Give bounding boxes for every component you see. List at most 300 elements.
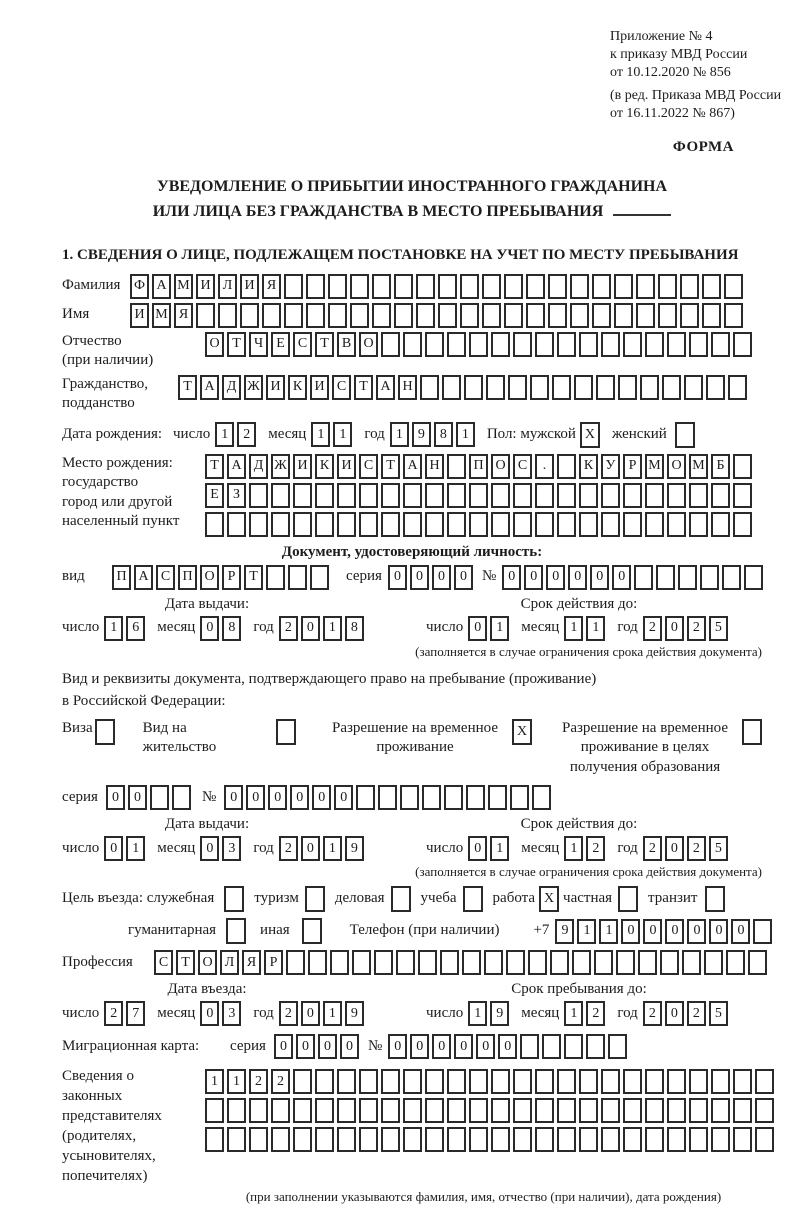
char-cell[interactable] [667, 1127, 686, 1152]
char-cell[interactable] [548, 303, 567, 328]
char-cell[interactable] [447, 332, 466, 357]
char-cell[interactable]: П [469, 454, 488, 479]
char-cell[interactable] [484, 950, 503, 975]
res-issue-day-input[interactable] [104, 836, 148, 861]
birthplace-input-line1[interactable] [205, 454, 755, 479]
char-cell[interactable] [535, 1127, 554, 1152]
char-cell[interactable] [733, 1127, 752, 1152]
char-cell[interactable]: Р [623, 454, 642, 479]
char-cell[interactable] [403, 1127, 422, 1152]
birth-day-input[interactable] [215, 422, 259, 447]
char-cell[interactable] [608, 1034, 627, 1059]
char-cell[interactable] [667, 1069, 686, 1094]
char-cell[interactable]: Т [244, 565, 263, 590]
char-cell[interactable]: К [288, 375, 307, 400]
char-cell[interactable] [381, 1098, 400, 1123]
transit-checkbox[interactable] [705, 886, 725, 912]
char-cell[interactable]: 2 [586, 836, 605, 861]
char-cell[interactable]: О [491, 454, 510, 479]
char-cell[interactable] [570, 274, 589, 299]
char-cell[interactable]: 1 [323, 1001, 342, 1026]
char-cell[interactable] [535, 1098, 554, 1123]
char-cell[interactable]: 0 [340, 1034, 359, 1059]
char-cell[interactable] [271, 1098, 290, 1123]
char-cell[interactable] [284, 303, 303, 328]
patronymic-input[interactable] [205, 332, 755, 357]
char-cell[interactable] [623, 483, 642, 508]
stay-year-input[interactable] [643, 1001, 731, 1026]
char-cell[interactable] [488, 785, 507, 810]
char-cell[interactable] [680, 274, 699, 299]
char-cell[interactable] [396, 950, 415, 975]
char-cell[interactable] [422, 785, 441, 810]
char-cell[interactable] [469, 1127, 488, 1152]
char-cell[interactable]: 2 [279, 836, 298, 861]
char-cell[interactable] [425, 1098, 444, 1123]
residence-permit-checkbox[interactable] [276, 719, 296, 745]
birth-year-input[interactable] [390, 422, 478, 447]
char-cell[interactable] [711, 1098, 730, 1123]
char-cell[interactable] [520, 1034, 539, 1059]
char-cell[interactable]: Ж [271, 454, 290, 479]
char-cell[interactable] [601, 332, 620, 357]
char-cell[interactable] [271, 1127, 290, 1152]
char-cell[interactable] [205, 1127, 224, 1152]
char-cell[interactable] [579, 512, 598, 537]
char-cell[interactable]: А [403, 454, 422, 479]
char-cell[interactable]: 2 [279, 1001, 298, 1026]
char-cell[interactable] [513, 1127, 532, 1152]
char-cell[interactable] [722, 565, 741, 590]
char-cell[interactable] [442, 375, 461, 400]
phone-input[interactable] [555, 919, 775, 944]
char-cell[interactable] [293, 1127, 312, 1152]
tourism-checkbox[interactable] [305, 886, 325, 912]
char-cell[interactable]: 5 [709, 836, 728, 861]
char-cell[interactable] [284, 274, 303, 299]
humanitarian-checkbox[interactable] [226, 918, 246, 944]
study-checkbox[interactable] [463, 886, 483, 912]
char-cell[interactable] [557, 1127, 576, 1152]
char-cell[interactable] [293, 512, 312, 537]
char-cell[interactable] [733, 1098, 752, 1123]
char-cell[interactable] [482, 303, 501, 328]
char-cell[interactable] [337, 1069, 356, 1094]
char-cell[interactable] [658, 274, 677, 299]
char-cell[interactable] [592, 303, 611, 328]
char-cell[interactable]: А [200, 375, 219, 400]
char-cell[interactable] [640, 375, 659, 400]
char-cell[interactable] [733, 332, 752, 357]
char-cell[interactable] [660, 950, 679, 975]
char-cell[interactable] [636, 303, 655, 328]
char-cell[interactable]: А [152, 274, 171, 299]
char-cell[interactable] [557, 512, 576, 537]
char-cell[interactable] [645, 1127, 664, 1152]
char-cell[interactable] [616, 950, 635, 975]
entry-year-input[interactable] [279, 1001, 367, 1026]
char-cell[interactable] [310, 565, 329, 590]
char-cell[interactable]: 2 [271, 1069, 290, 1094]
char-cell[interactable]: 0 [502, 565, 521, 590]
char-cell[interactable]: 0 [290, 785, 309, 810]
char-cell[interactable] [728, 375, 747, 400]
char-cell[interactable] [513, 1098, 532, 1123]
char-cell[interactable]: О [198, 950, 217, 975]
char-cell[interactable]: 1 [333, 422, 352, 447]
char-cell[interactable]: 0 [200, 1001, 219, 1026]
char-cell[interactable]: 1 [126, 836, 145, 861]
char-cell[interactable] [535, 1069, 554, 1094]
mig-series-input[interactable] [274, 1034, 362, 1059]
char-cell[interactable] [570, 303, 589, 328]
char-cell[interactable]: С [359, 454, 378, 479]
doc-valid-year-input[interactable] [643, 616, 731, 641]
char-cell[interactable]: 2 [249, 1069, 268, 1094]
char-cell[interactable] [447, 1069, 466, 1094]
char-cell[interactable] [542, 1034, 561, 1059]
char-cell[interactable] [403, 1098, 422, 1123]
char-cell[interactable] [711, 1127, 730, 1152]
char-cell[interactable]: 0 [546, 565, 565, 590]
char-cell[interactable]: 0 [643, 919, 662, 944]
char-cell[interactable] [337, 512, 356, 537]
char-cell[interactable]: Д [249, 454, 268, 479]
char-cell[interactable]: Ф [130, 274, 149, 299]
char-cell[interactable]: 2 [104, 1001, 123, 1026]
char-cell[interactable]: Т [354, 375, 373, 400]
char-cell[interactable] [535, 512, 554, 537]
char-cell[interactable] [535, 332, 554, 357]
char-cell[interactable] [506, 950, 525, 975]
char-cell[interactable] [755, 1127, 774, 1152]
char-cell[interactable] [733, 454, 752, 479]
char-cell[interactable] [592, 274, 611, 299]
char-cell[interactable]: Т [227, 332, 246, 357]
char-cell[interactable] [513, 483, 532, 508]
surname-input[interactable] [130, 274, 746, 299]
char-cell[interactable] [658, 303, 677, 328]
char-cell[interactable]: 1 [323, 836, 342, 861]
char-cell[interactable]: 1 [323, 616, 342, 641]
char-cell[interactable] [667, 483, 686, 508]
char-cell[interactable]: 8 [222, 616, 241, 641]
char-cell[interactable]: 9 [412, 422, 431, 447]
char-cell[interactable] [249, 1127, 268, 1152]
char-cell[interactable] [359, 483, 378, 508]
char-cell[interactable] [447, 483, 466, 508]
char-cell[interactable] [315, 1098, 334, 1123]
char-cell[interactable]: Я [262, 274, 281, 299]
stay-month-input[interactable] [564, 1001, 608, 1026]
char-cell[interactable] [689, 332, 708, 357]
char-cell[interactable] [315, 512, 334, 537]
char-cell[interactable] [572, 950, 591, 975]
char-cell[interactable] [689, 1069, 708, 1094]
char-cell[interactable]: 0 [665, 919, 684, 944]
char-cell[interactable]: М [152, 303, 171, 328]
char-cell[interactable] [753, 919, 772, 944]
birth-month-input[interactable] [311, 422, 355, 447]
char-cell[interactable]: У [601, 454, 620, 479]
char-cell[interactable] [579, 332, 598, 357]
char-cell[interactable] [469, 1069, 488, 1094]
representatives-input-line2[interactable] [205, 1098, 777, 1123]
birthplace-input-line3[interactable] [205, 512, 755, 537]
char-cell[interactable]: Т [381, 454, 400, 479]
doc-issue-day-input[interactable] [104, 616, 148, 641]
char-cell[interactable]: 1 [215, 422, 234, 447]
char-cell[interactable]: Я [174, 303, 193, 328]
char-cell[interactable]: А [227, 454, 246, 479]
char-cell[interactable] [491, 1069, 510, 1094]
char-cell[interactable]: 9 [345, 836, 364, 861]
char-cell[interactable] [447, 1127, 466, 1152]
char-cell[interactable] [614, 274, 633, 299]
char-cell[interactable]: 0 [476, 1034, 495, 1059]
char-cell[interactable] [425, 332, 444, 357]
char-cell[interactable]: И [130, 303, 149, 328]
char-cell[interactable] [684, 375, 703, 400]
char-cell[interactable] [733, 512, 752, 537]
char-cell[interactable] [548, 274, 567, 299]
char-cell[interactable]: 2 [643, 616, 662, 641]
char-cell[interactable] [337, 1127, 356, 1152]
char-cell[interactable] [638, 950, 657, 975]
char-cell[interactable] [352, 950, 371, 975]
char-cell[interactable]: 1 [456, 422, 475, 447]
char-cell[interactable]: 2 [643, 1001, 662, 1026]
char-cell[interactable]: Ч [249, 332, 268, 357]
char-cell[interactable]: 1 [490, 616, 509, 641]
char-cell[interactable]: 1 [227, 1069, 246, 1094]
char-cell[interactable] [744, 565, 763, 590]
char-cell[interactable]: О [200, 565, 219, 590]
char-cell[interactable] [271, 483, 290, 508]
char-cell[interactable]: 0 [410, 565, 429, 590]
char-cell[interactable]: 2 [586, 1001, 605, 1026]
char-cell[interactable]: М [645, 454, 664, 479]
sex-male-checkbox[interactable]: X [580, 422, 600, 448]
char-cell[interactable]: 0 [621, 919, 640, 944]
char-cell[interactable] [579, 483, 598, 508]
char-cell[interactable]: С [154, 950, 173, 975]
char-cell[interactable] [438, 274, 457, 299]
char-cell[interactable] [359, 1069, 378, 1094]
char-cell[interactable]: И [337, 454, 356, 479]
char-cell[interactable] [504, 274, 523, 299]
char-cell[interactable] [702, 274, 721, 299]
business-checkbox[interactable] [391, 886, 411, 912]
char-cell[interactable] [711, 332, 730, 357]
doc-issue-year-input[interactable] [279, 616, 367, 641]
char-cell[interactable] [337, 483, 356, 508]
char-cell[interactable] [286, 950, 305, 975]
char-cell[interactable] [733, 1069, 752, 1094]
char-cell[interactable]: 0 [590, 565, 609, 590]
char-cell[interactable]: 1 [564, 616, 583, 641]
char-cell[interactable] [623, 1127, 642, 1152]
char-cell[interactable] [466, 785, 485, 810]
char-cell[interactable] [579, 1127, 598, 1152]
char-cell[interactable] [381, 1069, 400, 1094]
char-cell[interactable]: 1 [586, 616, 605, 641]
char-cell[interactable]: О [205, 332, 224, 357]
char-cell[interactable] [667, 512, 686, 537]
char-cell[interactable] [656, 565, 675, 590]
char-cell[interactable] [564, 1034, 583, 1059]
char-cell[interactable] [557, 483, 576, 508]
char-cell[interactable] [510, 785, 529, 810]
temp-residence-checkbox[interactable]: X [512, 719, 532, 745]
char-cell[interactable]: 0 [388, 565, 407, 590]
char-cell[interactable] [614, 303, 633, 328]
char-cell[interactable]: 8 [434, 422, 453, 447]
char-cell[interactable] [724, 303, 743, 328]
char-cell[interactable] [623, 1098, 642, 1123]
char-cell[interactable] [469, 1098, 488, 1123]
char-cell[interactable] [359, 512, 378, 537]
char-cell[interactable] [528, 950, 547, 975]
char-cell[interactable] [513, 1069, 532, 1094]
char-cell[interactable] [227, 512, 246, 537]
char-cell[interactable] [594, 950, 613, 975]
char-cell[interactable]: М [689, 454, 708, 479]
char-cell[interactable] [678, 565, 697, 590]
char-cell[interactable]: 0 [687, 919, 706, 944]
sex-female-checkbox[interactable] [675, 422, 695, 448]
char-cell[interactable]: 0 [665, 1001, 684, 1026]
char-cell[interactable] [337, 1098, 356, 1123]
doc-valid-day-input[interactable] [468, 616, 512, 641]
char-cell[interactable] [293, 1069, 312, 1094]
char-cell[interactable] [726, 950, 745, 975]
doc-issue-month-input[interactable] [200, 616, 244, 641]
char-cell[interactable] [724, 274, 743, 299]
char-cell[interactable] [579, 1069, 598, 1094]
char-cell[interactable] [425, 483, 444, 508]
char-cell[interactable]: 1 [490, 836, 509, 861]
char-cell[interactable] [172, 785, 191, 810]
char-cell[interactable] [306, 274, 325, 299]
char-cell[interactable] [623, 512, 642, 537]
char-cell[interactable] [532, 785, 551, 810]
char-cell[interactable] [447, 1098, 466, 1123]
char-cell[interactable]: 0 [665, 836, 684, 861]
char-cell[interactable] [682, 950, 701, 975]
char-cell[interactable] [662, 375, 681, 400]
char-cell[interactable] [293, 1098, 312, 1123]
char-cell[interactable] [240, 303, 259, 328]
res-series-input[interactable] [106, 785, 194, 810]
char-cell[interactable]: 1 [311, 422, 330, 447]
char-cell[interactable] [469, 512, 488, 537]
char-cell[interactable] [381, 1127, 400, 1152]
char-cell[interactable]: И [240, 274, 259, 299]
char-cell[interactable] [601, 1127, 620, 1152]
char-cell[interactable] [288, 565, 307, 590]
char-cell[interactable]: Л [218, 274, 237, 299]
char-cell[interactable]: К [579, 454, 598, 479]
work-checkbox[interactable]: X [539, 886, 559, 912]
char-cell[interactable]: 9 [555, 919, 574, 944]
char-cell[interactable]: Б [711, 454, 730, 479]
char-cell[interactable]: 0 [200, 836, 219, 861]
char-cell[interactable]: 2 [643, 836, 662, 861]
char-cell[interactable]: 8 [345, 616, 364, 641]
res-valid-day-input[interactable] [468, 836, 512, 861]
char-cell[interactable]: Я [242, 950, 261, 975]
char-cell[interactable] [418, 950, 437, 975]
char-cell[interactable] [249, 1098, 268, 1123]
char-cell[interactable]: 1 [564, 836, 583, 861]
char-cell[interactable] [680, 303, 699, 328]
char-cell[interactable] [636, 274, 655, 299]
char-cell[interactable] [359, 1127, 378, 1152]
char-cell[interactable] [227, 1127, 246, 1152]
char-cell[interactable] [557, 454, 576, 479]
char-cell[interactable]: 0 [268, 785, 287, 810]
representatives-input-line3[interactable] [205, 1127, 777, 1152]
char-cell[interactable] [535, 483, 554, 508]
char-cell[interactable]: 0 [454, 565, 473, 590]
representatives-input-line1[interactable] [205, 1069, 777, 1094]
char-cell[interactable]: М [174, 274, 193, 299]
char-cell[interactable] [218, 303, 237, 328]
char-cell[interactable] [574, 375, 593, 400]
entry-day-input[interactable] [104, 1001, 148, 1026]
char-cell[interactable] [460, 303, 479, 328]
char-cell[interactable]: Л [220, 950, 239, 975]
char-cell[interactable]: 0 [334, 785, 353, 810]
visa-checkbox[interactable] [95, 719, 115, 745]
char-cell[interactable] [378, 785, 397, 810]
char-cell[interactable] [579, 1098, 598, 1123]
char-cell[interactable]: С [156, 565, 175, 590]
char-cell[interactable] [623, 1069, 642, 1094]
char-cell[interactable] [425, 512, 444, 537]
char-cell[interactable]: 0 [200, 616, 219, 641]
entry-month-input[interactable] [200, 1001, 244, 1026]
doc-series-input[interactable] [388, 565, 476, 590]
char-cell[interactable] [440, 950, 459, 975]
char-cell[interactable] [460, 274, 479, 299]
char-cell[interactable] [689, 483, 708, 508]
char-cell[interactable] [464, 375, 483, 400]
char-cell[interactable] [689, 1127, 708, 1152]
char-cell[interactable]: 2 [687, 836, 706, 861]
char-cell[interactable]: Н [425, 454, 444, 479]
char-cell[interactable] [711, 483, 730, 508]
char-cell[interactable] [328, 274, 347, 299]
char-cell[interactable]: П [178, 565, 197, 590]
char-cell[interactable] [381, 483, 400, 508]
char-cell[interactable]: 1 [104, 616, 123, 641]
char-cell[interactable] [491, 483, 510, 508]
char-cell[interactable] [755, 1069, 774, 1094]
char-cell[interactable] [374, 950, 393, 975]
char-cell[interactable]: 0 [301, 616, 320, 641]
doc-valid-month-input[interactable] [564, 616, 608, 641]
char-cell[interactable]: 0 [104, 836, 123, 861]
char-cell[interactable] [667, 1098, 686, 1123]
char-cell[interactable] [596, 375, 615, 400]
other-checkbox[interactable] [302, 918, 322, 944]
char-cell[interactable]: 2 [687, 1001, 706, 1026]
char-cell[interactable] [557, 1069, 576, 1094]
char-cell[interactable]: 1 [577, 919, 596, 944]
char-cell[interactable]: Т [176, 950, 195, 975]
